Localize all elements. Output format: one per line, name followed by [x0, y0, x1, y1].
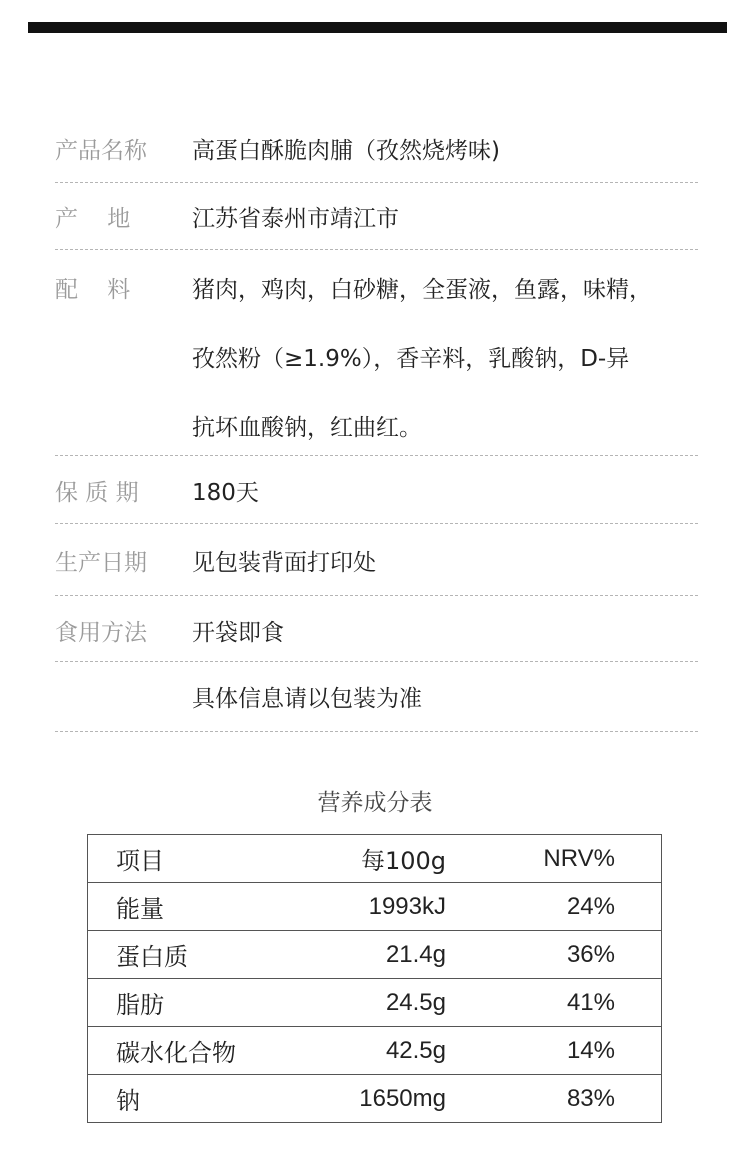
- nutrient-amount: 42.5g: [276, 1027, 446, 1075]
- info-row-shelf-life: [55, 456, 698, 524]
- nutrient-name: 脂肪: [88, 979, 277, 1027]
- info-row-note: [55, 662, 698, 732]
- info-value-line: 具体信息请以包装为准: [192, 686, 422, 712]
- header-cell-per100g: 每100g: [360, 847, 446, 875]
- info-value-line: 180天: [192, 480, 259, 506]
- nutrient-amount: 21.4g: [276, 931, 446, 979]
- info-value-line: 江苏省泰州市靖江市: [192, 206, 399, 232]
- nutrient-nrv: 83%: [446, 1075, 662, 1123]
- info-row-origin: [55, 183, 698, 250]
- info-value-line: 孜然粉（≥1.9%），香辛料，乳酸钠，D-异: [192, 346, 630, 372]
- info-value-line: 高蛋白酥脆肉脯（孜然烧烤味): [192, 138, 500, 164]
- info-value-line: 抗坏血酸钠，红曲红。: [192, 415, 422, 441]
- nutrient-name: 蛋白质: [88, 931, 277, 979]
- info-label: 保 质 期: [55, 480, 139, 506]
- table-row: [88, 883, 662, 931]
- info-value-line: 猪肉，鸡肉，白砂糖，全蛋液，鱼露，味精，: [192, 277, 652, 303]
- info-value: [192, 132, 698, 165]
- nutrient-amount: 24.5g: [276, 979, 446, 1027]
- nutrient-nrv: 41%: [446, 979, 662, 1027]
- table-row: [88, 979, 662, 1027]
- info-value-line: 开袋即食: [192, 620, 284, 646]
- info-row-production-date: [55, 524, 698, 596]
- nutrient-amount: 1650mg: [276, 1075, 446, 1123]
- info-value: [192, 474, 698, 507]
- info-value: [192, 544, 698, 577]
- info-label: 产品名称: [55, 138, 147, 164]
- nutrient-nrv: 14%: [446, 1027, 662, 1075]
- info-label: 食用方法: [55, 620, 147, 646]
- nutrition-table: [87, 834, 662, 1123]
- table-row: [88, 1075, 662, 1123]
- info-row-product-name: [55, 115, 698, 183]
- info-label: 产 地: [55, 206, 131, 232]
- nutrition-table-title: 营养成分表: [317, 790, 433, 816]
- info-value: [192, 271, 698, 478]
- nutrient-amount: 1993kJ: [276, 883, 446, 931]
- info-value: [192, 680, 698, 713]
- info-label: 生产日期: [55, 550, 147, 576]
- product-info-list: [55, 115, 698, 732]
- nutrient-name: 能量: [88, 883, 277, 931]
- nutrient-name: 钠: [88, 1075, 277, 1123]
- info-row-usage: [55, 596, 698, 662]
- info-value-line: 见包装背面打印处: [192, 550, 376, 576]
- header-cell-item: 项目: [116, 847, 164, 875]
- table-row: [88, 1027, 662, 1075]
- top-divider-bar: [28, 22, 727, 33]
- table-header-row: [88, 835, 662, 883]
- table-row: [88, 931, 662, 979]
- nutrient-nrv: 24%: [446, 883, 662, 931]
- nutrient-name: 碳水化合物: [88, 1027, 277, 1075]
- info-value: [192, 200, 698, 233]
- nutrient-nrv: 36%: [446, 931, 662, 979]
- info-row-ingredients: [55, 250, 698, 456]
- header-cell-nrv: NRV%: [543, 844, 615, 872]
- info-label: 配 料: [55, 277, 131, 303]
- info-value: [192, 614, 698, 647]
